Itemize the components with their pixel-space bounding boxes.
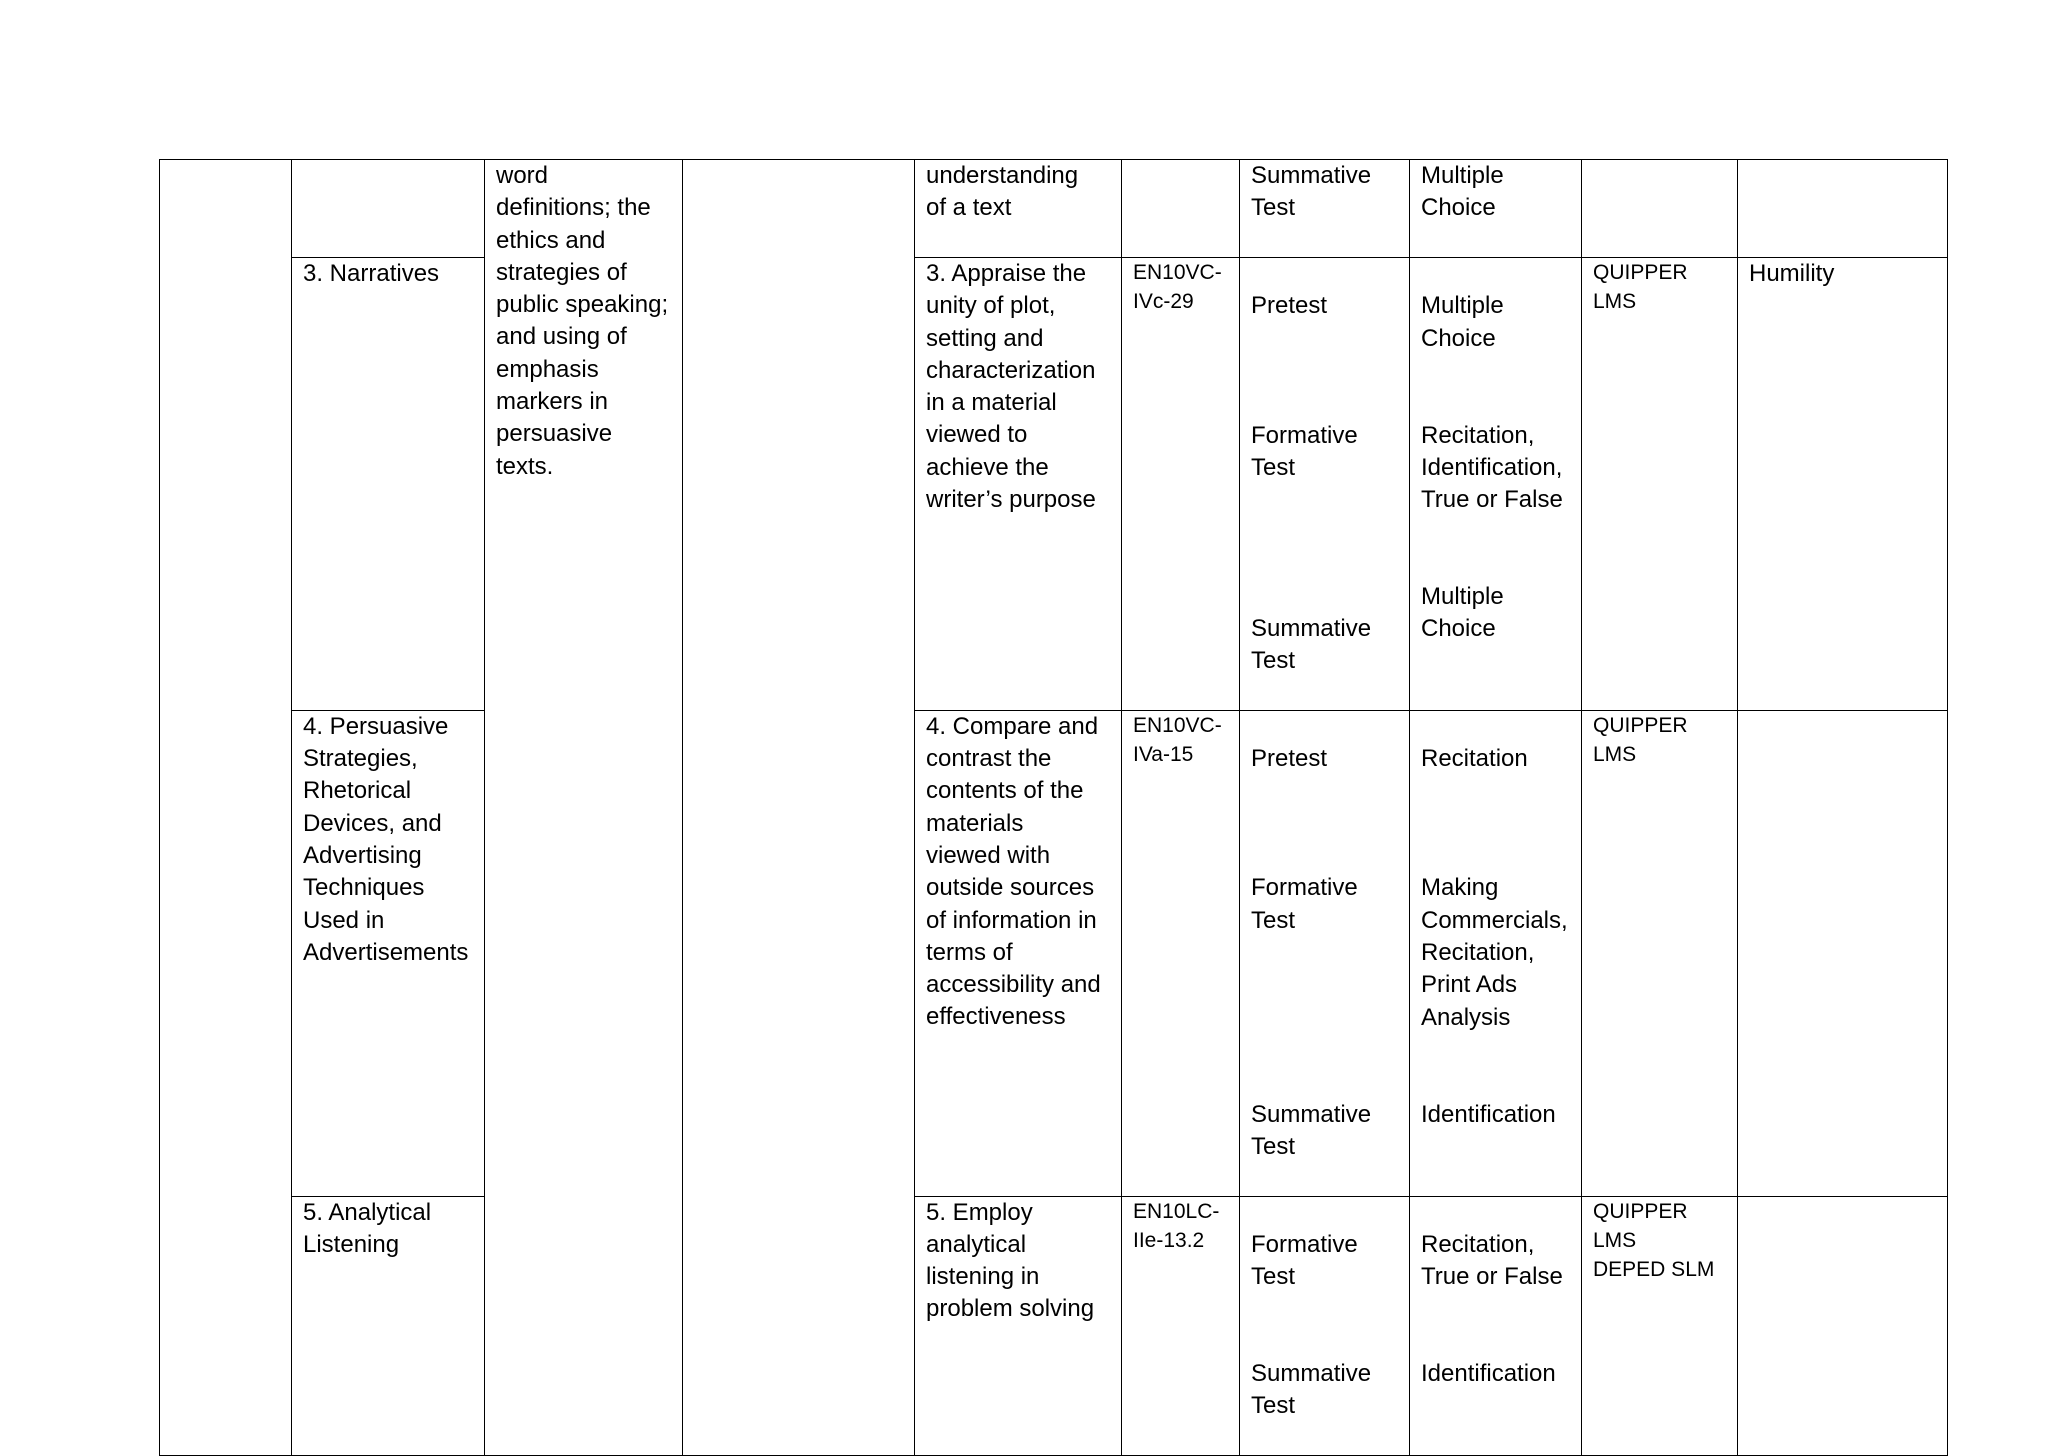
method-item: Recitation, True or False	[1421, 1230, 1563, 1291]
method-cell	[1410, 258, 1582, 711]
code-cell: EN10VC- IVa-15	[1122, 710, 1240, 1196]
assessment-item: Summative Test	[1251, 1100, 1372, 1160]
assessment-item: Summative Test	[1251, 162, 1372, 222]
assessment-item: Formative Test	[1251, 421, 1358, 481]
resource-cell: QUIPPER LMS	[1582, 710, 1738, 1196]
method-item: Multiple Choice	[1421, 162, 1504, 222]
topic-cell	[292, 160, 485, 258]
value-cell	[1738, 160, 1948, 258]
assessment-cell	[1240, 258, 1410, 711]
topic-cell: 4. Persuasive Strategies, Rhetorical Devices, and Advertising Techniques Used in Advertisements	[292, 710, 485, 1196]
topic-cell: 3. Narratives	[292, 258, 485, 711]
method-item: Recitation, Identification, True or False	[1421, 421, 1563, 514]
method-item: Multiple Choice	[1421, 292, 1504, 352]
table-row	[160, 160, 1948, 258]
table-row	[160, 258, 1948, 711]
assessment-cell	[1240, 1196, 1410, 1455]
resource-cell: QUIPPER LMS	[1582, 258, 1738, 711]
content-standard-cell: word definitions; the ethics and strategies of public speaking; and using of emphasis markers in persuasive texts.	[485, 160, 683, 1456]
method-cell	[1410, 710, 1582, 1196]
assessment-item: Pretest	[1251, 292, 1328, 320]
table-row	[160, 1196, 1948, 1455]
table-row	[160, 710, 1948, 1196]
assessment-item: Summative Test	[1251, 614, 1372, 675]
assessment-item: Formative Test	[1251, 1230, 1358, 1291]
method-item: Making Commercials, Recitation, Print Ads Analysis	[1421, 874, 1568, 1031]
method-item: Multiple Choice	[1421, 582, 1504, 643]
assessment-cell	[1240, 710, 1410, 1196]
curriculum-table	[159, 159, 1948, 1456]
resource-cell	[1582, 160, 1738, 258]
value-cell	[1738, 1196, 1948, 1455]
value-cell: Humility	[1738, 258, 1948, 711]
quarter-cell	[160, 160, 292, 1456]
competency-cell: 3. Appraise the unity of plot, setting and characterization in a material viewed to achieve the writer’s purpose	[915, 258, 1122, 711]
resource-cell: QUIPPER LMS DEPED SLM	[1582, 1196, 1738, 1455]
assessment-item: Formative Test	[1251, 874, 1358, 934]
assessment-item: Pretest	[1251, 745, 1328, 773]
topic-cell: 5. Analytical Listening	[292, 1196, 485, 1455]
method-item: Identification	[1421, 1100, 1556, 1128]
performance-standard-cell	[683, 160, 915, 1456]
competency-cell: understanding of a text	[915, 160, 1122, 258]
method-cell	[1410, 160, 1582, 258]
value-cell	[1738, 710, 1948, 1196]
assessment-item: Summative Test	[1251, 1360, 1372, 1420]
competency-cell: 4. Compare and contrast the contents of the materials viewed with outside sources of information in terms of accessibility and effectiveness	[915, 710, 1122, 1196]
method-item: Recitation	[1421, 745, 1528, 773]
code-cell: EN10LC- IIe-13.2	[1122, 1196, 1240, 1455]
assessment-cell	[1240, 160, 1410, 258]
method-item: Identification	[1421, 1360, 1556, 1388]
competency-cell: 5. Employ analytical listening in problem solving	[915, 1196, 1122, 1455]
code-cell	[1122, 160, 1240, 258]
method-cell	[1410, 1196, 1582, 1455]
code-cell: EN10VC- IVc-29	[1122, 258, 1240, 711]
